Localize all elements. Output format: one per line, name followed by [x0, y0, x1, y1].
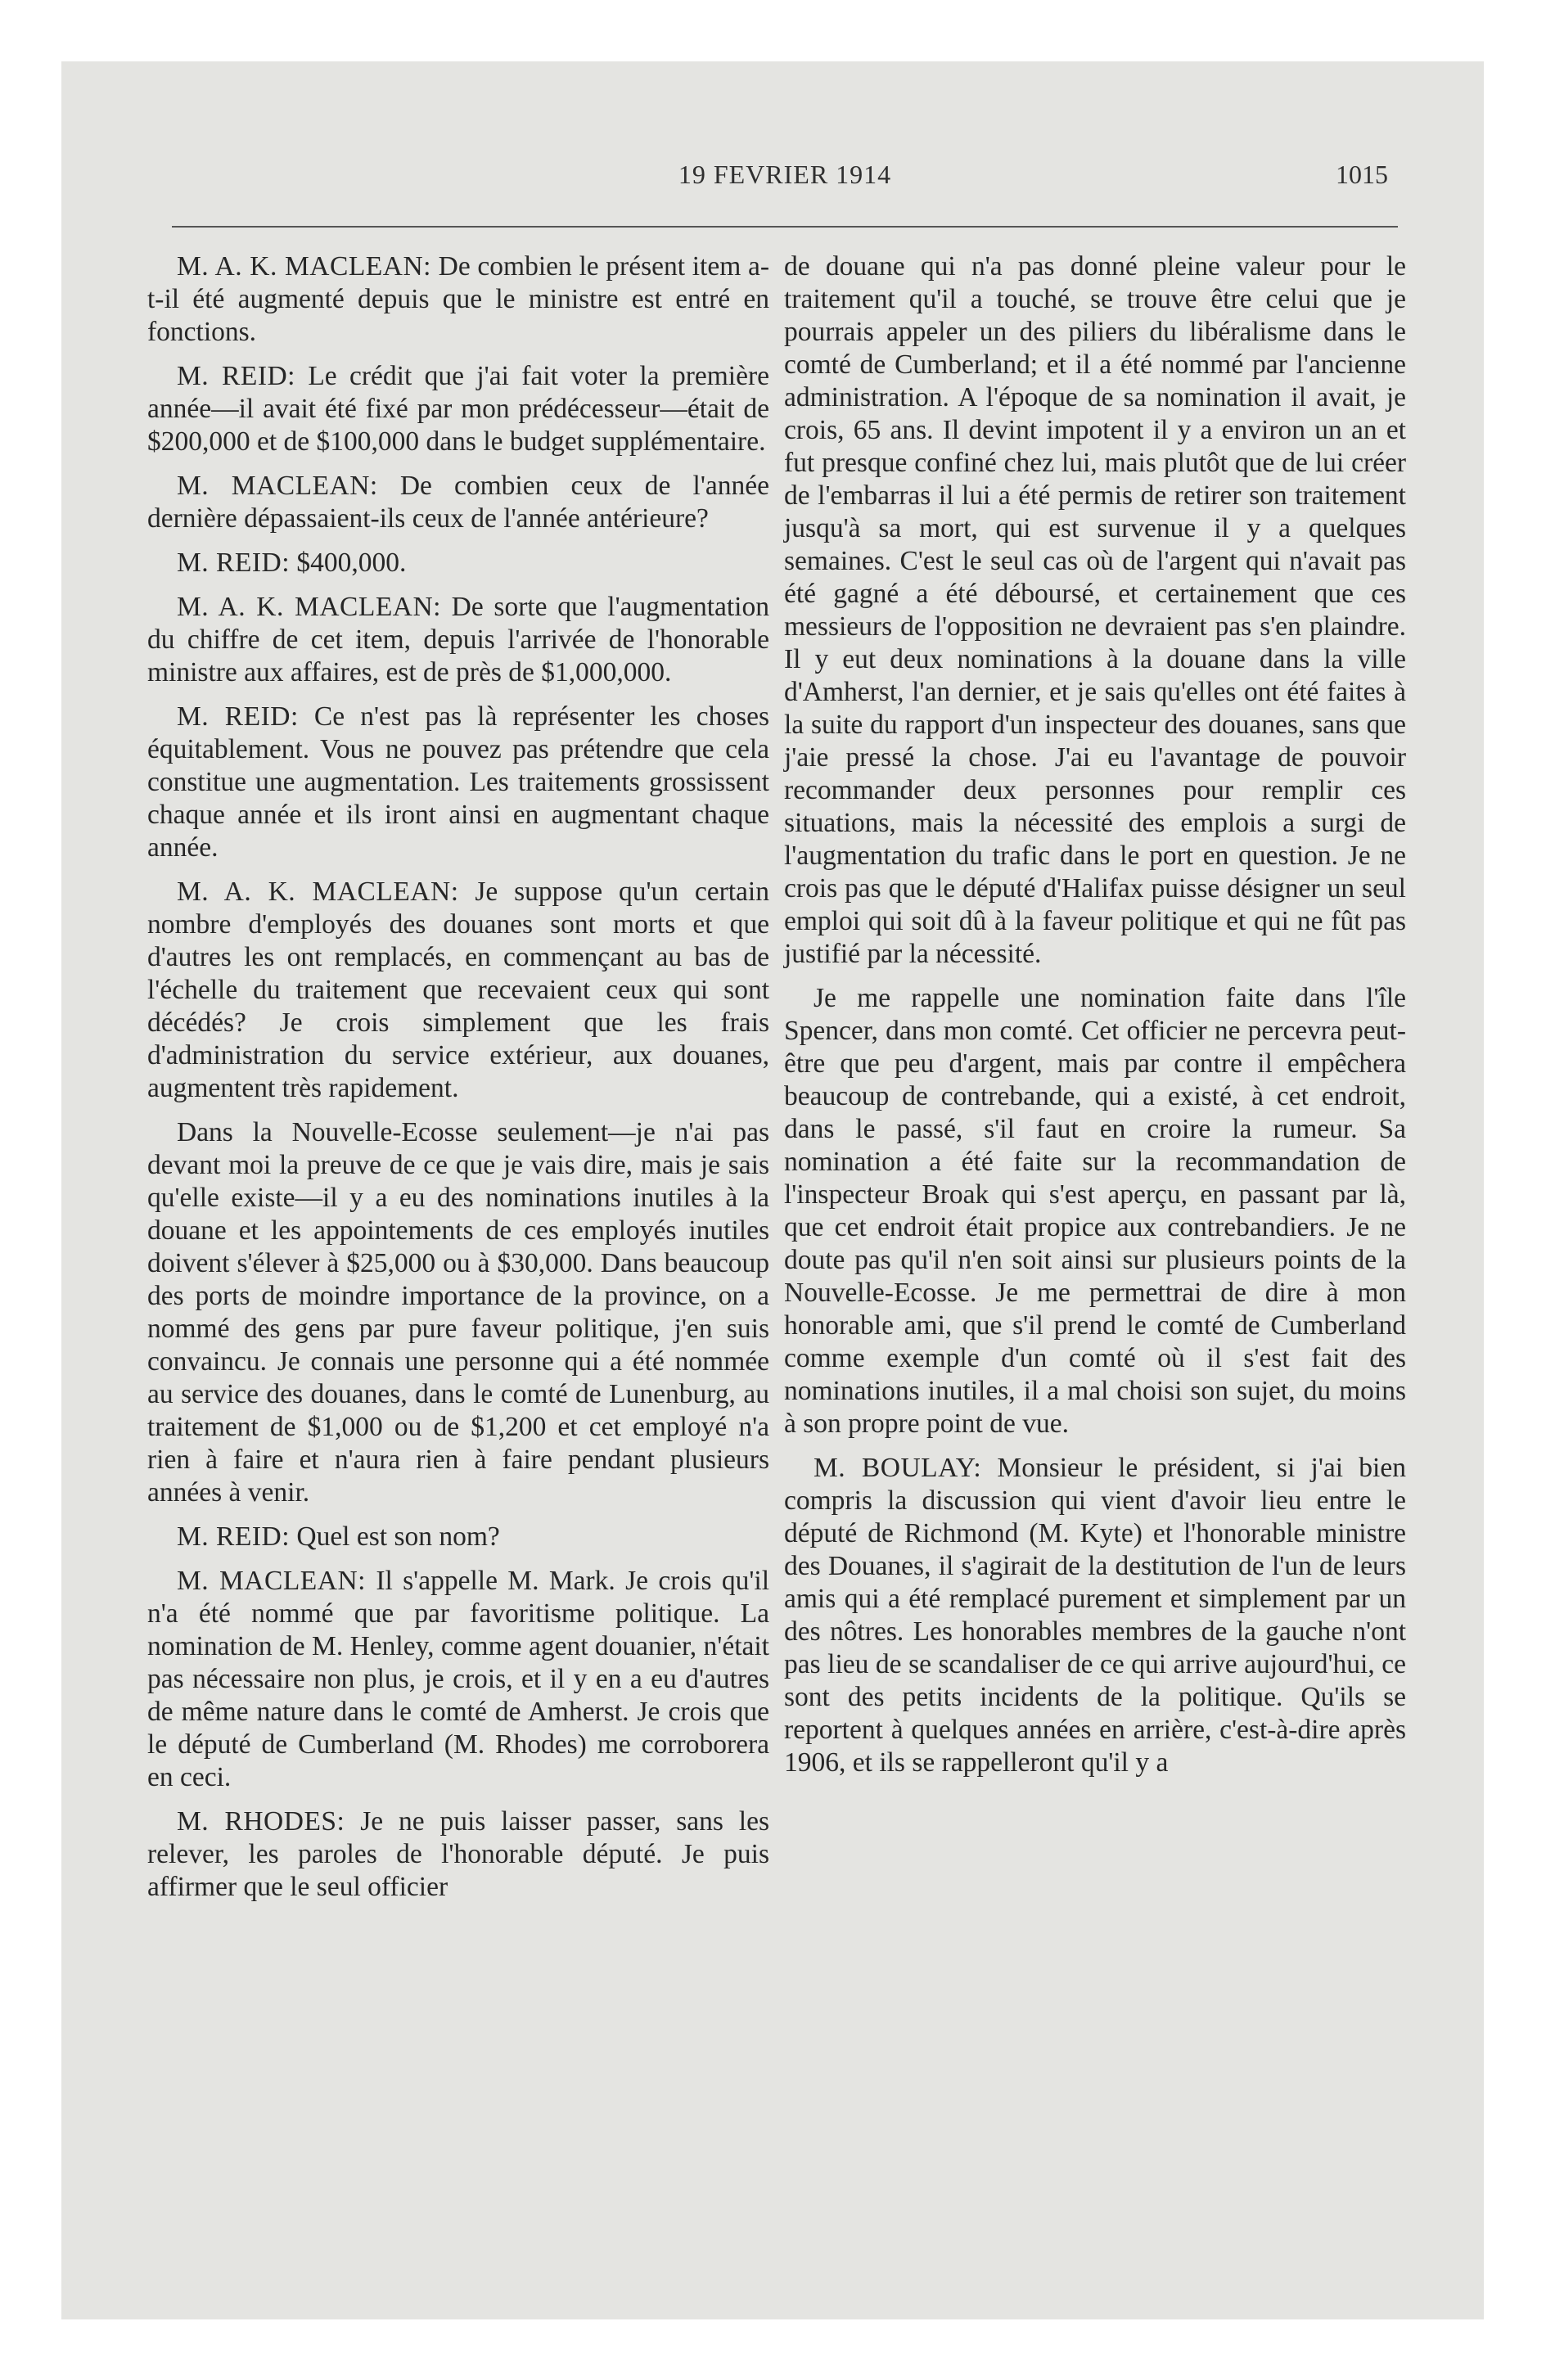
paragraph-text: Ce n'est pas là représenter les choses équitablement. Vous ne pouvez pas prétendre que cela constitue une augmentation. Les traitements grossissent chaque année et ils iront ainsi en augmentant chaque année. [147, 701, 770, 863]
speaker-name: M. REID: [177, 548, 290, 578]
paragraph [147, 701, 769, 864]
paragraph-text: De combien ceux de l'année dernière dépassaient-ils ceux de l'année antérieure? [147, 471, 769, 534]
page-header [172, 160, 1398, 192]
paragraph [147, 1521, 769, 1553]
paragraph [147, 591, 769, 689]
speaker-name: M. A. K. MACLEAN: [177, 592, 441, 622]
paragraph [147, 360, 769, 458]
paragraph-text: De combien le présent item a-t-il été augmenté depuis que le ministre est entré en fonctions. [147, 251, 769, 347]
paragraph [147, 547, 769, 579]
paragraph [147, 876, 769, 1105]
speaker-name: M. MACLEAN: [177, 1566, 366, 1596]
page-date: 19 FEVRIER 1914 [678, 160, 892, 189]
speaker-name: M. RHODES: [177, 1806, 345, 1837]
header-rule [172, 226, 1398, 228]
speaker-name: M. A. K. MACLEAN: [177, 877, 459, 907]
paragraph-text: Le crédit que j'ai fait voter la première année—il avait été fixé par mon prédécesseur—était de $200,000 et de $100,000 dans le budget supplémentaire. [147, 361, 769, 457]
speaker-name: M. REID: [177, 701, 299, 732]
paragraph [147, 470, 769, 535]
paragraph-text: $400,000. [290, 548, 407, 578]
paragraph [147, 1565, 769, 1794]
speaker-name: M. MACLEAN: [177, 471, 378, 501]
paragraph [147, 1805, 769, 1904]
paragraph-text: Il s'appelle M. Mark. Je crois qu'il n'a été nommé que par favoritisme politique. La nomination de M. Henley, comme agent douanier, n'était pas nécessaire non plus, je crois, et il y en a eu d'autres de même nature dans le comté de Amherst. Je crois que le député de Cumberland (M. Rhodes) me corroborera en ceci. [147, 1566, 770, 1792]
paragraph-text: Je ne puis laisser passer, sans les relever, les paroles de l'honorable député. Je puis affirmer que le seul officier [147, 1806, 769, 1902]
paragraph [147, 250, 769, 349]
speaker-name: M. A. K. MACLEAN: [177, 251, 431, 282]
paragraph [784, 250, 1406, 971]
paragraph-text: Je me rappelle une nomination faite dans l'île Spencer, dans mon comté. Cet officier ne percevra peut-être que peu d'argent, mais par contre il empêchera beaucoup de contrebande, qui a existé, à cet endroit, dans le passé, s'il faut en croire la rumeur. Sa nomination a été faite sur la recommandation de l'inspecteur Broak qui s'est aperçu, en passant par là, que cet endroit était propice aux contrebandiers. Je ne doute pas qu'il n'en soit ainsi sur plusieurs points de la Nouvelle-Ecosse. Je me permettrai de dire à mon honorable ami, que s'il prend le comté de Cumberland comme exemple d'un comté où il s'est fait des nominations inutiles, il a mal choisi son sujet, du moins à son propre point de vue. [784, 983, 1406, 1439]
paragraph-text: Dans la Nouvelle-Ecosse seulement—je n'ai pas devant moi la preuve de ce que je vais dire, mais je sais qu'elle existe—il y a eu des nominations inutiles à la douane et les appointements de ces employés inutiles doivent s'élever à $25,000 ou à $30,000. Dans beaucoup des ports de moindre importance de la province, on a nommé des gens par pure faveur politique, j'en suis convaincu. Je connais une personne qui a été nommée au service des douanes, dans le comté de Lunenburg, au traitement de $1,000 ou de $1,200 et cet employé n'a rien à faire et n'aura rien à faire pendant plusieurs années à venir. [147, 1117, 769, 1508]
paragraph-text: de douane qui n'a pas donné pleine valeur pour le traitement qu'il a touché, se trouve être celui que je pourrais appeler un des piliers du libéralisme dans le comté de Cumberland; et il a été nommé par l'ancienne administration. A l'époque de sa nomination il avait, je crois, 65 ans. Il devint impotent il y a environ un an et fut presque confiné chez lui, mais plutôt que de lui créer de l'embarras il lui a été permis de retirer son traitement jusqu'à sa mort, qui est survenue il y a quelques semaines. C'est le seul cas où de l'argent qui n'avait pas été gagné a été déboursé, et certainement que ces messieurs de l'opposition ne devraient pas s'en plaindre. Il y eut deux nominations à la douane dans la ville d'Amherst, l'an dernier, et je sais qu'elles ont été faites à la suite du rapport d'un inspecteur des douanes, sans que j'aie pressé la chose. J'ai eu l'avantage de pouvoir recommander deux personnes pour remplir ces situations, mais la nécessité des emplois a surgi de l'augmentation du trafic dans le port en question. Je ne crois pas que le député d'Halifax puisse désigner un seul emploi qui soit dû à la faveur politique et qui ne fût pas justifié par la nécessité. [784, 251, 1406, 969]
page-number: 1015 [1336, 160, 1388, 189]
paragraph [147, 1116, 769, 1509]
paragraph [784, 982, 1406, 1440]
paragraph-text: Monsieur le président, si j'ai bien compris la discussion qui vient d'avoir lieu entre le député de Richmond (M. Kyte) et l'honorable ministre des Douanes, il s'agirait de la destitution de l'un de leurs amis qui a été remplacé purement et simplement par un des nôtres. Les honorables membres de la gauche n'ont pas lieu de se scandaliser de ce qui arrive aujourd'hui, ce sont des petits incidents de la politique. Qu'ils se reportent à quelques années en arrière, c'est-à-dire après 1906, et ils se rappelleront qu'il y a [784, 1453, 1406, 1778]
paragraph-text: Quel est son nom? [290, 1521, 500, 1552]
right-column [784, 250, 1406, 1791]
left-column [147, 250, 769, 1915]
paragraph-text: Je suppose qu'un certain nombre d'employés des douanes sont morts et que d'autres les ont remplacés, en commençant au bas de l'échelle du traitement que recevaient ceux qui sont décédés? Je crois simplement que les frais d'administration du service extérieur, aux douanes, augmentent très rapidement. [147, 877, 769, 1103]
speaker-name: M. BOULAY: [814, 1453, 982, 1483]
speaker-name: M. REID: [177, 361, 295, 391]
paragraph-text: De sorte que l'augmentation du chiffre de cet item, depuis l'arrivée de l'honorable ministre aux affaires, est de près de $1,000,000. [147, 592, 769, 687]
speaker-name: M. REID: [177, 1521, 290, 1552]
paragraph [784, 1452, 1406, 1779]
